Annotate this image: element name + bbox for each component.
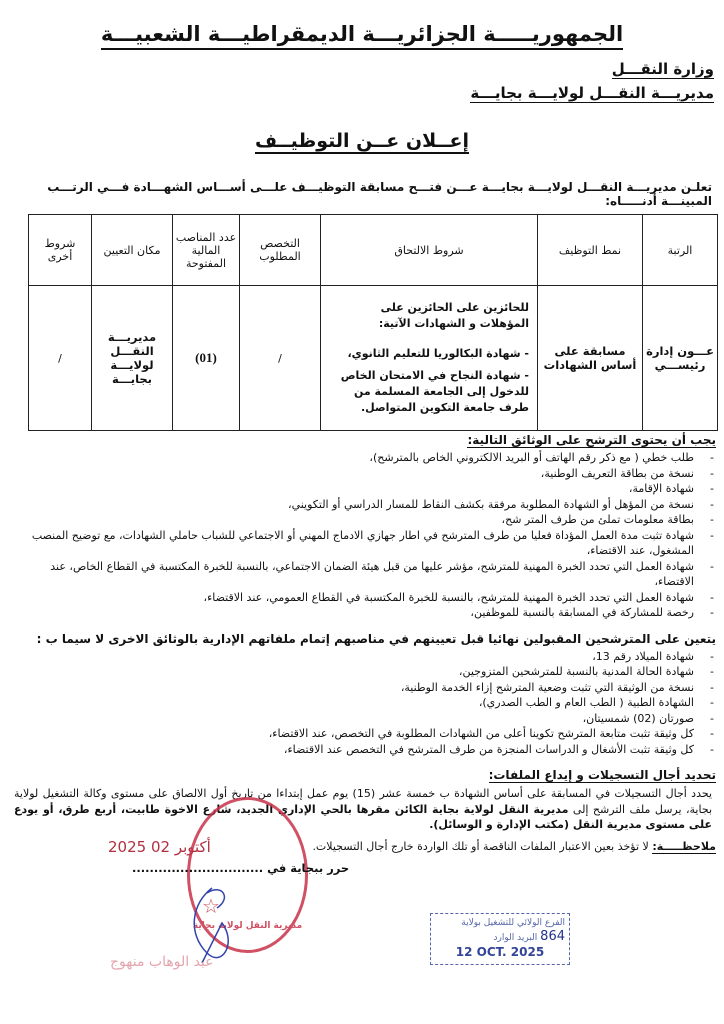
official-round-stamp: ☆ مديرية النقل لولاية بجاية [187, 797, 308, 953]
signature-date: 2025 أكتوبر 02 [108, 837, 211, 856]
list-item: - شهادة الإقامة، [10, 481, 716, 497]
signature-place: حرر ببجاية في .............................. [132, 860, 350, 875]
documents-heading: يجب أن يحتوى الترشح على الوثائق التالية: [467, 433, 716, 447]
documents-list [10, 450, 716, 621]
republic-heading: الجمهوريـــــة الجزائريـــة الديمقراطيـــة الشعبيـــة [0, 22, 724, 46]
cell-conditions: للحائزين على الحائزين على المؤهلات و الشهادات الآتية: - شهادة البكالوريا للتعليم الثانوي، - شهادة النجاح في الامتحان الخاص للدخول إلى الجامعة المسلمة من طرف جامعة التكوين المتواصل. [321, 286, 538, 431]
list-item: - نسخة من بطاقة التعريف الوطنية، [10, 466, 716, 482]
cell-mode: مسابقة على أساس الشهادات [538, 286, 643, 431]
list-item: - بطاقة معلومات تملئ من طرف المتر شح، [10, 512, 716, 528]
positions-table [28, 214, 718, 431]
ministry-name: وزارة النقـــل [611, 60, 714, 78]
list-item: - رخصة للمشاركة في المسابقة بالنسبة للموظفين، [10, 605, 716, 621]
list-item: - شهادة العمل التي تحدد الخبرة المهنية للمترشح، بالنسبة للخبرة المكتسبة في القطاع العمومي، عند الاقتضاء، [10, 590, 716, 606]
reception-stamp: الفرع الولائي للتشغيل بولاية 864 البريد الوارد 12 OCT. 2025 [430, 913, 570, 965]
list-item: - شهادة العمل التي تحدد الخبرة المهنية للمترشح، مؤشر عليها من قبل هيئة الضمان الاجتماعي، بالنسبة للخبرة المكتسبة في القطاع الخاص، عند الاقتضاء، [10, 559, 716, 590]
star-icon: ☆ [202, 893, 220, 918]
body-content [10, 432, 716, 985]
list-item: - كل وثيقة تثبت الأشغال و الدراسات المنجزة من طرف المترشح في التخصص عند الاقتضاء، [10, 742, 716, 758]
cell-other: / [29, 286, 92, 431]
header-other: شروط أخرى [29, 215, 92, 286]
list-item: - كل وثيقة تثبت متابعة المترشح تكوينا أعلى من الشهادات المطلوبة في التخصص، عند الاقتضاء، [10, 726, 716, 742]
table-row [29, 286, 718, 431]
final-documents-list [10, 649, 716, 758]
registration-text: يحدد أجال التسجيلات في المسابقة على أساس الشهادة ب خمسة عشر (15) يوم عمل إبتداءا من تاريخ أول الالصاق على مستوى وكالة التشغيل لولاية بجاية، يرسل ملف الترشح إلى مديرية النقل لولاية بجاية الكائن مقرها بالحي الإداري الجديد، شارع الاخوة طابيت، أربع طرق، أو يودع على مستوى مديرية النقل (مكتب الإدارة و الوسائل). [14, 787, 713, 831]
cell-specialty: / [240, 286, 321, 431]
header-specialty: التخصص المطلوب [240, 215, 321, 286]
header-location: مكان التعيين [92, 215, 173, 286]
final-documents-heading: يتعين على المترشحين المقبولين نهائيا قبل تعيينهم في مناصبهم إتمام ملفاتهم الإدارية بالوثائق الاخرى لا سيما ب : [36, 631, 716, 646]
note-row [10, 839, 716, 855]
header-conditions: شروط الالتحاق [321, 215, 538, 286]
list-item: - طلب خطي ( مع ذكر رقم الهاتف أو البريد الالكتروني الخاص بالمترشح)، [10, 450, 716, 466]
cell-rank: عـــون إدارة رئيســـي [643, 286, 718, 431]
table-header-row [29, 215, 718, 286]
directorate-name: مديريـــة النقـــل لولايـــة بجايـــة [470, 84, 714, 102]
signatory-name-stamp: عبد الوهاب منهوج [110, 953, 214, 970]
intro-text: تعلـن مديريـــة النقـــل لولايـــة بجايـــة عـــن فتـــح مسابقة التوظيـــف علـــى أســـاس الشهـــادة فـــي الرتـــب المبينـــة أدنـــــاه: [47, 180, 712, 208]
list-item: - نسخة من الوثيقة التي تثبت وضعية المترشح إزاء الخدمة الوطنية، [10, 680, 716, 696]
list-item: - شهادة الحالة المدنية بالنسبة للمترشحين المتزوجين، [10, 664, 716, 680]
note: ملاحظـــــة: لا تؤخذ بعين الاعتبار الملفات الناقصة أو تلك الواردة خارج أجال التسجيلات. [312, 839, 716, 853]
announcement-title: إعــلان عــن التوظيــف [254, 130, 469, 152]
header-mode: نمط التوظيف [538, 215, 643, 286]
signature-area [10, 855, 716, 985]
cell-location: مديريـــة النقـــل لولايـــة بجايـــة [92, 286, 173, 431]
list-item: - شهادة تثبت مدة العمل المؤداة فعليا من طرف المترشح في اطار جهازي الادماج المهني أو الاجتماعي للشباب حاملي الشهادات، مع توضيح المنصب المشغول، عند الاقتضاء، [10, 528, 716, 559]
list-item: - الشهادة الطبية ( الطب العام و الطب الصدري)، [10, 695, 716, 711]
header-rank: الرتبة [643, 215, 718, 286]
list-item: - شهادة الميلاد رقم 13، [10, 649, 716, 665]
header-posts: عدد المناصب المالية المفتوحة [173, 215, 240, 286]
cell-posts: (01) [173, 286, 240, 431]
list-item: - صورتان (02) شمسيتان، [10, 711, 716, 727]
registration-heading: تحديد أجال التسجيلات و إيداع الملفات: [488, 768, 716, 782]
list-item: - نسخة من المؤهل أو الشهادة المطلوبة مرفقة بكشف النقاط للمسار الدراسي أو التكويني، [10, 497, 716, 513]
